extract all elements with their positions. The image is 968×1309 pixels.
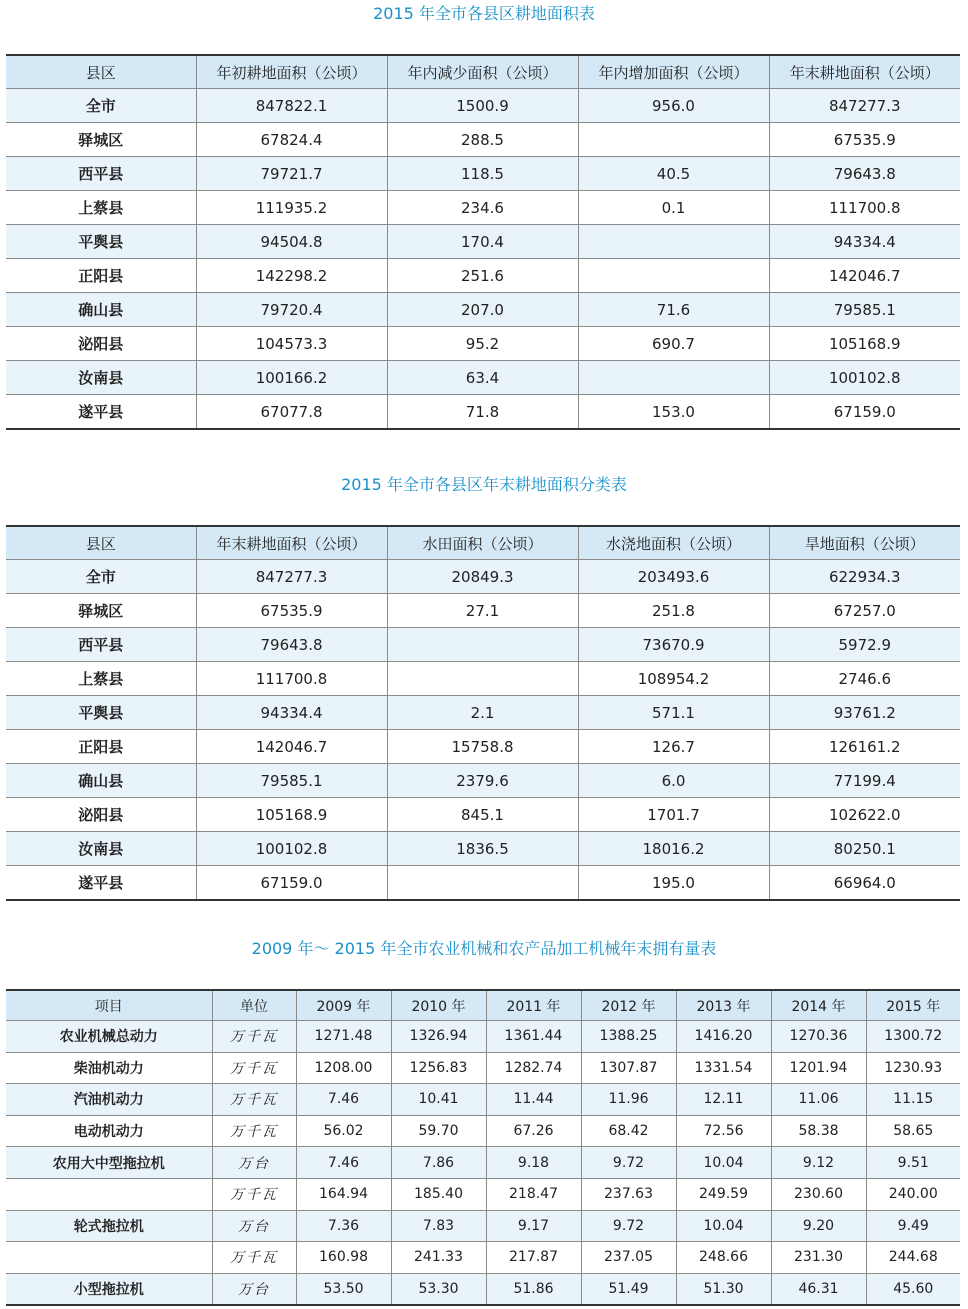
- row-label: 电动机动力: [6, 1115, 212, 1147]
- table-cell: 217.87: [486, 1242, 581, 1274]
- column-header: 2012 年: [581, 990, 676, 1021]
- table-row: [6, 594, 960, 628]
- column-header: 年内增加面积（公顷）: [578, 55, 769, 89]
- row-label: 汽油机动力: [6, 1084, 212, 1116]
- table-cell: 12.11: [676, 1084, 771, 1116]
- row-label: 农业机械总动力: [6, 1021, 212, 1053]
- table-cell: 142046.7: [769, 259, 960, 293]
- table-cell: 1361.44: [486, 1021, 581, 1053]
- unit-cell: 万台: [212, 1273, 296, 1305]
- table-cell: 1271.48: [296, 1021, 391, 1053]
- table-row: [6, 764, 960, 798]
- table-cell: 45.60: [866, 1273, 960, 1305]
- table2-title: 2015 年全市各县区年末耕地面积分类表: [341, 475, 627, 494]
- table-cell: 9.72: [581, 1210, 676, 1242]
- table-cell: 1282.74: [486, 1052, 581, 1084]
- table1-title: 2015 年全市各县区耕地面积表: [373, 4, 595, 23]
- table-cell: 1201.94: [771, 1052, 866, 1084]
- table-header-row: [6, 55, 960, 89]
- table-cell: 237.63: [581, 1178, 676, 1210]
- table-cell: 63.4: [387, 361, 578, 395]
- table-row: [6, 293, 960, 327]
- unit-cell: 万千瓦: [212, 1052, 296, 1084]
- column-header: 2009 年: [296, 990, 391, 1021]
- row-label: 柴油机动力: [6, 1052, 212, 1084]
- agri-machinery-table: [6, 989, 960, 1306]
- table-cell: 73670.9: [578, 628, 769, 662]
- table-cell: 251.8: [578, 594, 769, 628]
- table-cell: 111935.2: [196, 191, 387, 225]
- table-cell: 100102.8: [196, 832, 387, 866]
- table-cell: 104573.3: [196, 327, 387, 361]
- table-row: [6, 1052, 960, 1084]
- table-cell: 2746.6: [769, 662, 960, 696]
- table-cell: 11.15: [866, 1084, 960, 1116]
- table-cell: 10.04: [676, 1210, 771, 1242]
- table-cell: 79721.7: [196, 157, 387, 191]
- table-cell: 956.0: [578, 89, 769, 123]
- row-label: 汝南县: [6, 361, 196, 395]
- table-cell: 108954.2: [578, 662, 769, 696]
- table-body: [6, 1021, 960, 1306]
- table-cell: 59.70: [391, 1115, 486, 1147]
- row-label: 确山县: [6, 293, 196, 327]
- table-cell: 67257.0: [769, 594, 960, 628]
- table-cell: 9.17: [486, 1210, 581, 1242]
- table-cell: 20849.3: [387, 560, 578, 594]
- table-row: [6, 560, 960, 594]
- table-cell: 67077.8: [196, 395, 387, 430]
- table-row: [6, 1273, 960, 1305]
- table-row: [6, 1210, 960, 1242]
- table-cell: 7.46: [296, 1084, 391, 1116]
- table-cell: 160.98: [296, 1242, 391, 1274]
- table-cell: 195.0: [578, 866, 769, 901]
- table-cell: 288.5: [387, 123, 578, 157]
- table-row: [6, 89, 960, 123]
- column-header: 2010 年: [391, 990, 486, 1021]
- row-label: 全市: [6, 89, 196, 123]
- table-row: [6, 1178, 960, 1210]
- table-cell: 203493.6: [578, 560, 769, 594]
- table-row: [6, 395, 960, 430]
- table-row: [6, 1242, 960, 1274]
- unit-cell: 万台: [212, 1210, 296, 1242]
- column-header: 年末耕地面积（公顷）: [196, 526, 387, 560]
- table-cell: 1416.20: [676, 1021, 771, 1053]
- table-cell: 2379.6: [387, 764, 578, 798]
- table-cell: 249.59: [676, 1178, 771, 1210]
- row-label: 农用大中型拖拉机: [6, 1147, 212, 1179]
- table-cell: 7.86: [391, 1147, 486, 1179]
- column-header: 2014 年: [771, 990, 866, 1021]
- table-cell: 93761.2: [769, 696, 960, 730]
- table-cell: 105168.9: [769, 327, 960, 361]
- row-label: 遂平县: [6, 395, 196, 430]
- table-cell: 1388.25: [581, 1021, 676, 1053]
- row-label: 泌阳县: [6, 327, 196, 361]
- table-cell: 10.41: [391, 1084, 486, 1116]
- table-cell: [578, 259, 769, 293]
- table-cell: 5972.9: [769, 628, 960, 662]
- table-row: [6, 628, 960, 662]
- table-row: [6, 662, 960, 696]
- column-header: 项目: [6, 990, 212, 1021]
- table-body: [6, 89, 960, 430]
- table-cell: 9.51: [866, 1147, 960, 1179]
- column-header: 县区: [6, 55, 196, 89]
- row-label: 小型拖拉机: [6, 1273, 212, 1305]
- table-row: [6, 157, 960, 191]
- table-cell: 111700.8: [196, 662, 387, 696]
- table-body: [6, 560, 960, 901]
- table-cell: 1307.87: [581, 1052, 676, 1084]
- table-cell: 67535.9: [196, 594, 387, 628]
- table-cell: 72.56: [676, 1115, 771, 1147]
- table-cell: 67159.0: [769, 395, 960, 430]
- table-row: [6, 1021, 960, 1053]
- table-cell: 9.72: [581, 1147, 676, 1179]
- table-cell: 126.7: [578, 730, 769, 764]
- table-cell: 118.5: [387, 157, 578, 191]
- unit-cell: 万千瓦: [212, 1242, 296, 1274]
- table-cell: 164.94: [296, 1178, 391, 1210]
- farmland-area-table: [6, 54, 960, 430]
- row-label: [6, 1242, 212, 1274]
- row-label: 西平县: [6, 628, 196, 662]
- table-cell: 40.5: [578, 157, 769, 191]
- table-cell: 185.40: [391, 1178, 486, 1210]
- table-cell: 1300.72: [866, 1021, 960, 1053]
- table-cell: 80250.1: [769, 832, 960, 866]
- column-header: 单位: [212, 990, 296, 1021]
- farmland-classification-table: [6, 525, 960, 901]
- table-cell: 68.42: [581, 1115, 676, 1147]
- column-header: 年内减少面积（公顷）: [387, 55, 578, 89]
- table-cell: 231.30: [771, 1242, 866, 1274]
- row-label: 汝南县: [6, 832, 196, 866]
- table-cell: 1836.5: [387, 832, 578, 866]
- table-cell: 58.65: [866, 1115, 960, 1147]
- table-row: [6, 1084, 960, 1116]
- table-cell: 1500.9: [387, 89, 578, 123]
- table-cell: 111700.8: [769, 191, 960, 225]
- table-cell: 1270.36: [771, 1021, 866, 1053]
- table-row: [6, 730, 960, 764]
- table-cell: 1331.54: [676, 1052, 771, 1084]
- table-cell: [387, 662, 578, 696]
- table-cell: 571.1: [578, 696, 769, 730]
- table-cell: 1256.83: [391, 1052, 486, 1084]
- table-cell: 248.66: [676, 1242, 771, 1274]
- row-label: 泌阳县: [6, 798, 196, 832]
- table-cell: 11.06: [771, 1084, 866, 1116]
- table-cell: [387, 628, 578, 662]
- row-label: 全市: [6, 560, 196, 594]
- table-cell: 66964.0: [769, 866, 960, 901]
- table-cell: 9.49: [866, 1210, 960, 1242]
- row-label: 轮式拖拉机: [6, 1210, 212, 1242]
- table-cell: 56.02: [296, 1115, 391, 1147]
- table-cell: 142298.2: [196, 259, 387, 293]
- table-cell: 18016.2: [578, 832, 769, 866]
- table-cell: 218.47: [486, 1178, 581, 1210]
- table-cell: 51.86: [486, 1273, 581, 1305]
- table-cell: 51.30: [676, 1273, 771, 1305]
- table-cell: [387, 866, 578, 901]
- unit-cell: 万千瓦: [212, 1115, 296, 1147]
- row-label: 驿城区: [6, 594, 196, 628]
- table-cell: 7.36: [296, 1210, 391, 1242]
- table-row: [6, 191, 960, 225]
- table3-title: 2009 年～ 2015 年全市农业机械和农产品加工机械年末拥有量表: [251, 939, 717, 958]
- table-cell: 230.60: [771, 1178, 866, 1210]
- table-cell: 170.4: [387, 225, 578, 259]
- table-cell: 27.1: [387, 594, 578, 628]
- table-cell: 15758.8: [387, 730, 578, 764]
- table-row: [6, 696, 960, 730]
- table-cell: 207.0: [387, 293, 578, 327]
- table-cell: 847277.3: [196, 560, 387, 594]
- table-cell: 1326.94: [391, 1021, 486, 1053]
- table-cell: 845.1: [387, 798, 578, 832]
- table-cell: 67.26: [486, 1115, 581, 1147]
- table-cell: 244.68: [866, 1242, 960, 1274]
- table-cell: 102622.0: [769, 798, 960, 832]
- table-cell: 46.31: [771, 1273, 866, 1305]
- table-cell: 153.0: [578, 395, 769, 430]
- table-cell: 9.12: [771, 1147, 866, 1179]
- table-cell: 100102.8: [769, 361, 960, 395]
- table-row: [6, 123, 960, 157]
- table-cell: 79643.8: [196, 628, 387, 662]
- table-row: [6, 798, 960, 832]
- unit-cell: 万台: [212, 1147, 296, 1179]
- unit-cell: 万千瓦: [212, 1021, 296, 1053]
- table-cell: 251.6: [387, 259, 578, 293]
- table-row: [6, 1115, 960, 1147]
- table-cell: 11.96: [581, 1084, 676, 1116]
- table-cell: 142046.7: [196, 730, 387, 764]
- unit-cell: 万千瓦: [212, 1084, 296, 1116]
- column-header: 水田面积（公顷）: [387, 526, 578, 560]
- table-cell: 0.1: [578, 191, 769, 225]
- column-header: 2013 年: [676, 990, 771, 1021]
- table-header-row: [6, 990, 960, 1021]
- row-label: 平舆县: [6, 225, 196, 259]
- row-label: 上蔡县: [6, 662, 196, 696]
- table-cell: 94334.4: [196, 696, 387, 730]
- table-header-row: [6, 526, 960, 560]
- table-cell: 10.04: [676, 1147, 771, 1179]
- row-label: 确山县: [6, 764, 196, 798]
- table-cell: 7.83: [391, 1210, 486, 1242]
- table-cell: 94504.8: [196, 225, 387, 259]
- table-cell: 79585.1: [769, 293, 960, 327]
- table-cell: 53.30: [391, 1273, 486, 1305]
- table-cell: 237.05: [581, 1242, 676, 1274]
- table-cell: 126161.2: [769, 730, 960, 764]
- column-header: 年初耕地面积（公顷）: [196, 55, 387, 89]
- column-header: 年末耕地面积（公顷）: [769, 55, 960, 89]
- table-cell: 7.46: [296, 1147, 391, 1179]
- table-cell: 622934.3: [769, 560, 960, 594]
- table-cell: 847277.3: [769, 89, 960, 123]
- table-cell: 690.7: [578, 327, 769, 361]
- table-cell: 847822.1: [196, 89, 387, 123]
- column-header: 县区: [6, 526, 196, 560]
- column-header: 2015 年: [866, 990, 960, 1021]
- table-cell: 105168.9: [196, 798, 387, 832]
- table-cell: 94334.4: [769, 225, 960, 259]
- table-cell: 6.0: [578, 764, 769, 798]
- row-label: 西平县: [6, 157, 196, 191]
- row-label: [6, 1178, 212, 1210]
- table-cell: 67824.4: [196, 123, 387, 157]
- table-row: [6, 327, 960, 361]
- table-row: [6, 866, 960, 901]
- table-cell: 71.6: [578, 293, 769, 327]
- table-cell: 79643.8: [769, 157, 960, 191]
- unit-cell: 万千瓦: [212, 1178, 296, 1210]
- table-cell: [578, 225, 769, 259]
- table-row: [6, 225, 960, 259]
- table-cell: 58.38: [771, 1115, 866, 1147]
- table-cell: 1230.93: [866, 1052, 960, 1084]
- table-cell: 95.2: [387, 327, 578, 361]
- row-label: 平舆县: [6, 696, 196, 730]
- table-cell: 2.1: [387, 696, 578, 730]
- row-label: 正阳县: [6, 259, 196, 293]
- table-cell: 77199.4: [769, 764, 960, 798]
- table-cell: 71.8: [387, 395, 578, 430]
- table-cell: 53.50: [296, 1273, 391, 1305]
- row-label: 遂平县: [6, 866, 196, 901]
- table-cell: [578, 361, 769, 395]
- table-cell: 1701.7: [578, 798, 769, 832]
- row-label: 正阳县: [6, 730, 196, 764]
- table-cell: 234.6: [387, 191, 578, 225]
- table-cell: 79585.1: [196, 764, 387, 798]
- table-cell: 67159.0: [196, 866, 387, 901]
- table-cell: 9.20: [771, 1210, 866, 1242]
- row-label: 上蔡县: [6, 191, 196, 225]
- table-row: [6, 832, 960, 866]
- table-cell: 240.00: [866, 1178, 960, 1210]
- table-row: [6, 361, 960, 395]
- table-cell: 11.44: [486, 1084, 581, 1116]
- table-cell: 100166.2: [196, 361, 387, 395]
- table-cell: 51.49: [581, 1273, 676, 1305]
- table-cell: 67535.9: [769, 123, 960, 157]
- table-cell: 9.18: [486, 1147, 581, 1179]
- row-label: 驿城区: [6, 123, 196, 157]
- table-cell: 79720.4: [196, 293, 387, 327]
- table-cell: 1208.00: [296, 1052, 391, 1084]
- table-row: [6, 259, 960, 293]
- table-cell: [578, 123, 769, 157]
- column-header: 水浇地面积（公顷）: [578, 526, 769, 560]
- column-header: 2011 年: [486, 990, 581, 1021]
- column-header: 旱地面积（公顷）: [769, 526, 960, 560]
- table-row: [6, 1147, 960, 1179]
- table-cell: 241.33: [391, 1242, 486, 1274]
